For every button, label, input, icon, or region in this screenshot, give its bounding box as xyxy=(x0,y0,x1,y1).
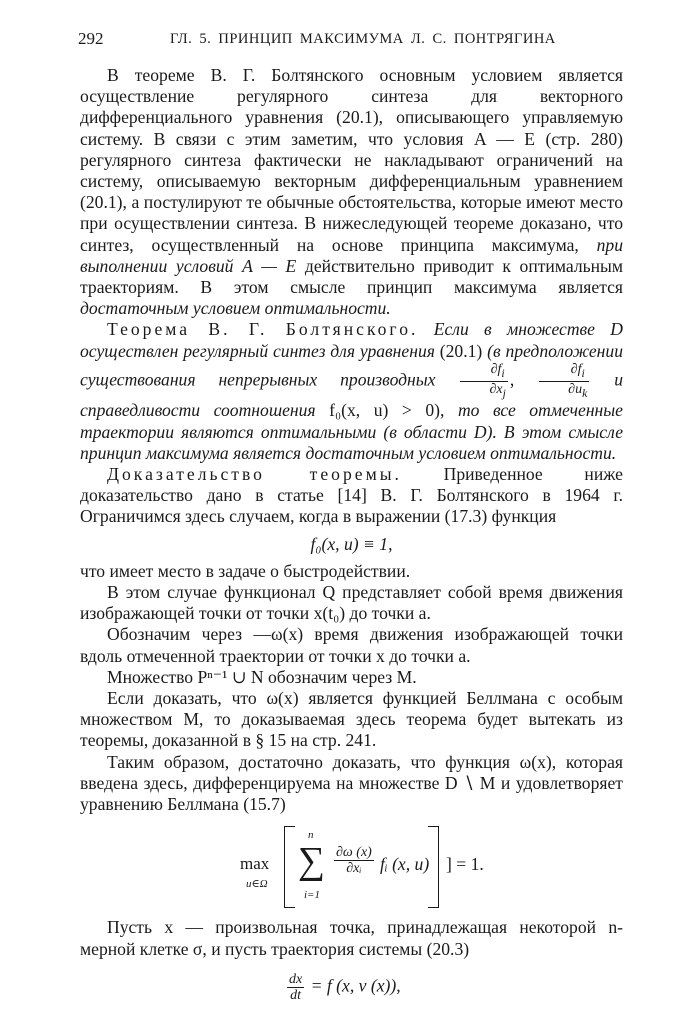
right-bracket xyxy=(428,826,439,908)
paragraph-intro: В теореме В. Г. Болтянского основным условием является осуществление регулярного синтеза для векторного дифференциального уравнения (20.1), описывающего управляемую систему. В связи с этим заметим, что условия A — E (стр. 280) регулярного синтеза фактически не накладывают ограничений на систему, описываемую векторным дифференциальным уравнением (20.1), а постулируют те обычные обстоятельства, которые имеют место при осуществлении синтеза. В нижеследующей теореме доказано, что синтез, осуществленный на основе принципа максимума, при выполнении условий A — E действительно приводит к оптимальным траекториям. В этом смысле принцип максимума является достаточным условием оптимальности. xyxy=(80,65,623,319)
sum-upper-limit: n xyxy=(308,829,314,842)
bellman-rhs: ] = 1. xyxy=(446,854,484,875)
page-number: 292 xyxy=(78,29,104,48)
equation-f0-identity: f₀(x, u) ≡ 1, xyxy=(310,533,393,554)
paragraph-functional: В этом случае функционал Q представляет собой время движения изображающей точки от точки x(t₀) до точки a. xyxy=(80,582,623,624)
fraction-dfi-duk: $\frac{\partial f_i}{\partial u_k}$ xyxy=(539,362,589,401)
paragraph-differentiable: Таким образом, достаточно доказать, что функция ω(x), которая введена здесь, дифференцируема на множестве D ∖ M и удовлетворяет уравнению Беллмана (15.7) xyxy=(80,751,623,815)
paragraph-speed-problem: что имеет место в задаче о быстродействии. xyxy=(80,560,411,581)
theorem-title: Теорема В. Г. Болтянского. xyxy=(107,319,419,340)
body-text xyxy=(80,65,623,1016)
paragraph-bellman-function: Если доказать, что ω(x) является функцией Беллмана с особым множеством M, то доказываемая здесь теорема будет вытекать из теоремы, доказанной в § 15 на стр. 241. xyxy=(80,688,623,751)
sum-lower-limit: i=1 xyxy=(304,889,320,902)
proof-title: Доказательство теоремы. xyxy=(107,464,402,485)
max-operator: max xyxy=(240,854,270,874)
proof-start: Доказательство теоремы. Приведенное ниже доказательство дано в статье [14] В. Г. Болтянского в 1964 г. Ограничимся здесь случаем, когда в выражении (17.3) функция xyxy=(80,464,623,527)
dx-dt-fraction: $\frac{dx}{dt}$ xyxy=(289,971,303,1003)
paragraph-arbitrary-point: Пусть x — произвольная точка, принадлежащая некоторой n-мерной клетке σ, и пусть траектория системы (20.3) xyxy=(80,917,623,959)
theorem-statement: Теорема В. Г. Болтянского. Если в множестве D осуществлен регулярный синтез для уравнения (20.1) (в предположении существования непрерывных производных $\frac{\partial f_i}{\partial x_j}$ , $\frac{\partial f_i}{\partial u_k}$ и справедливости соотношения f₀(x, u) > 0), то все отмеченные траектории являются оптимальными (в области D). В этом смысле принцип максимума является достаточным условием оптимальности. xyxy=(80,319,623,463)
left-bracket xyxy=(284,826,295,908)
paragraph-omega-def: Обозначим через —ω(x) время движения изображающей точки вдоль отмеченной траектории от точки x до точки a. xyxy=(80,624,623,666)
f-i-term: fᵢ (x, u) xyxy=(380,854,430,875)
paragraph-set-m: Множество Pⁿ⁻¹ ∪ N обозначим через M. xyxy=(107,666,417,687)
max-subscript: u∈Ω xyxy=(246,878,268,891)
sum-symbol: ∑ xyxy=(298,840,326,883)
system-rhs: = f (x, v (x)), xyxy=(310,975,401,996)
system-equation xyxy=(80,972,623,1016)
partial-omega-fraction: $\frac{\partial\omega (x)}{\text{∂xᵢ}}$ xyxy=(336,845,372,877)
fraction-dfi-dxj: $\frac{\partial f_i}{\partial x_j}$ xyxy=(460,362,507,401)
bellman-equation xyxy=(80,823,623,909)
running-head: ГЛ. 5. ПРИНЦИП МАКСИМУМА Л. С. ПОНТРЯГИНА xyxy=(170,31,556,47)
